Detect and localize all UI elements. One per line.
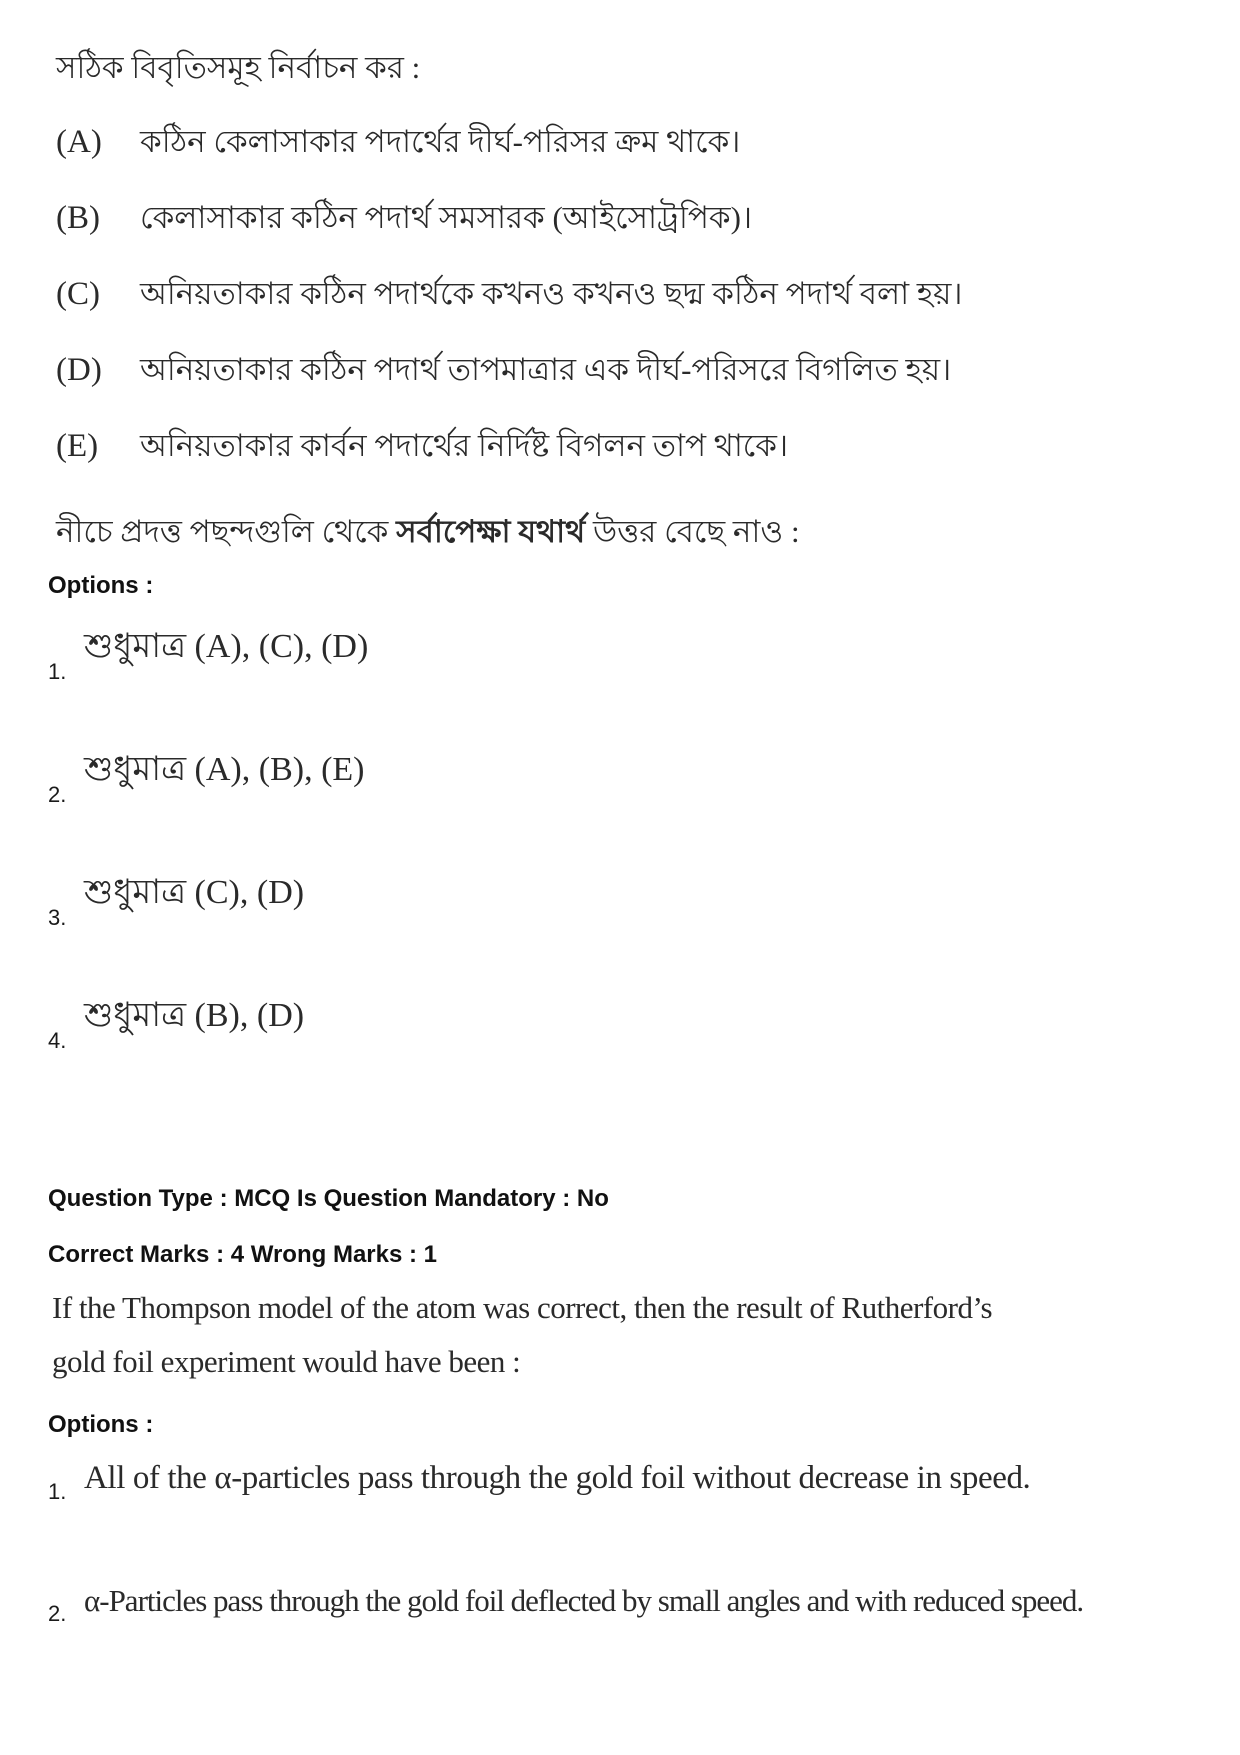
statement-label: (E) <box>56 428 99 464</box>
statement-text: কেলাসাকার কঠিন পদার্থ সমসারক (আইসোট্রপিক)। <box>140 200 753 235</box>
question-text: If the Thompson model of the atom was correct, then the result of Rutherford’s gold foil experiment would have been : <box>52 1290 993 1379</box>
options-label: Options : <box>48 1411 154 1438</box>
statement-text: কঠিন কেলাসাকার পদার্থের দীর্ঘ-পরিসর ক্রম থাকে। <box>140 124 741 159</box>
option-number: 1. <box>48 1479 67 1504</box>
question-marks-meta: Correct Marks : 4 Wrong Marks : 1 <box>48 1241 438 1268</box>
instruction-pre: নীচে প্রদত্ত পছন্দগুলি থেকে <box>56 514 397 549</box>
instruction-bold: সর্বাপেক্ষা যথার্থ <box>396 514 586 549</box>
statement-label: (D) <box>56 352 102 388</box>
option-4[interactable] <box>48 989 305 1053</box>
statement-b <box>56 194 752 246</box>
statement-label: (A) <box>56 124 102 160</box>
statement-label: (B) <box>56 200 100 236</box>
option-2[interactable] <box>48 1583 1084 1626</box>
instruction-post: উত্তর বেছে নাও : <box>585 514 800 549</box>
question-type-meta: Question Type : MCQ Is Question Mandatory : No <box>48 1185 609 1212</box>
option-text: α-Particles pass through the gold foil deflected by small angles and with reduced speed. <box>84 1583 1084 1618</box>
question-intro: সঠিক বিবৃতিসমূহ নির্বাচন কর : <box>56 50 421 85</box>
option-3[interactable] <box>48 866 305 930</box>
option-number: 3. <box>48 905 67 930</box>
statement-d <box>56 346 951 398</box>
option-text: শুধুমাত্র (B), (D) <box>84 997 305 1034</box>
statement-text: অনিয়তাকার কঠিন পদার্থ তাপমাত্রার এক দীর্ঘ-পরিসরে বিগলিত হয়। <box>140 352 952 387</box>
option-number: 2. <box>48 1601 67 1626</box>
option-text: শুধুমাত্র (A), (B), (E) <box>84 751 365 788</box>
option-2[interactable] <box>48 743 365 807</box>
statement-text: অনিয়তাকার কার্বন পদার্থের নির্দিষ্ট বিগলন তাপ থাকে। <box>140 428 789 463</box>
statement-a <box>56 118 740 170</box>
option-number: 1. <box>48 659 67 684</box>
option-1[interactable] <box>48 620 369 684</box>
option-text: শুধুমাত্র (C), (D) <box>84 874 305 911</box>
option-number: 2. <box>48 782 67 807</box>
statement-label: (C) <box>56 276 100 312</box>
statement-e <box>56 422 788 474</box>
option-1[interactable] <box>48 1460 1031 1504</box>
options-label: Options : <box>48 572 154 599</box>
statement-c <box>56 270 963 322</box>
instruction <box>56 508 800 560</box>
option-text: All of the α-particles pass through the gold foil without decrease in speed. <box>84 1460 1031 1496</box>
statement-text: অনিয়তাকার কঠিন পদার্থকে কখনও কখনও ছদ্ম কঠিন পদার্থ বলা হয়। <box>140 276 963 311</box>
option-text: শুধুমাত্র (A), (C), (D) <box>84 628 369 665</box>
option-number: 4. <box>48 1028 67 1053</box>
